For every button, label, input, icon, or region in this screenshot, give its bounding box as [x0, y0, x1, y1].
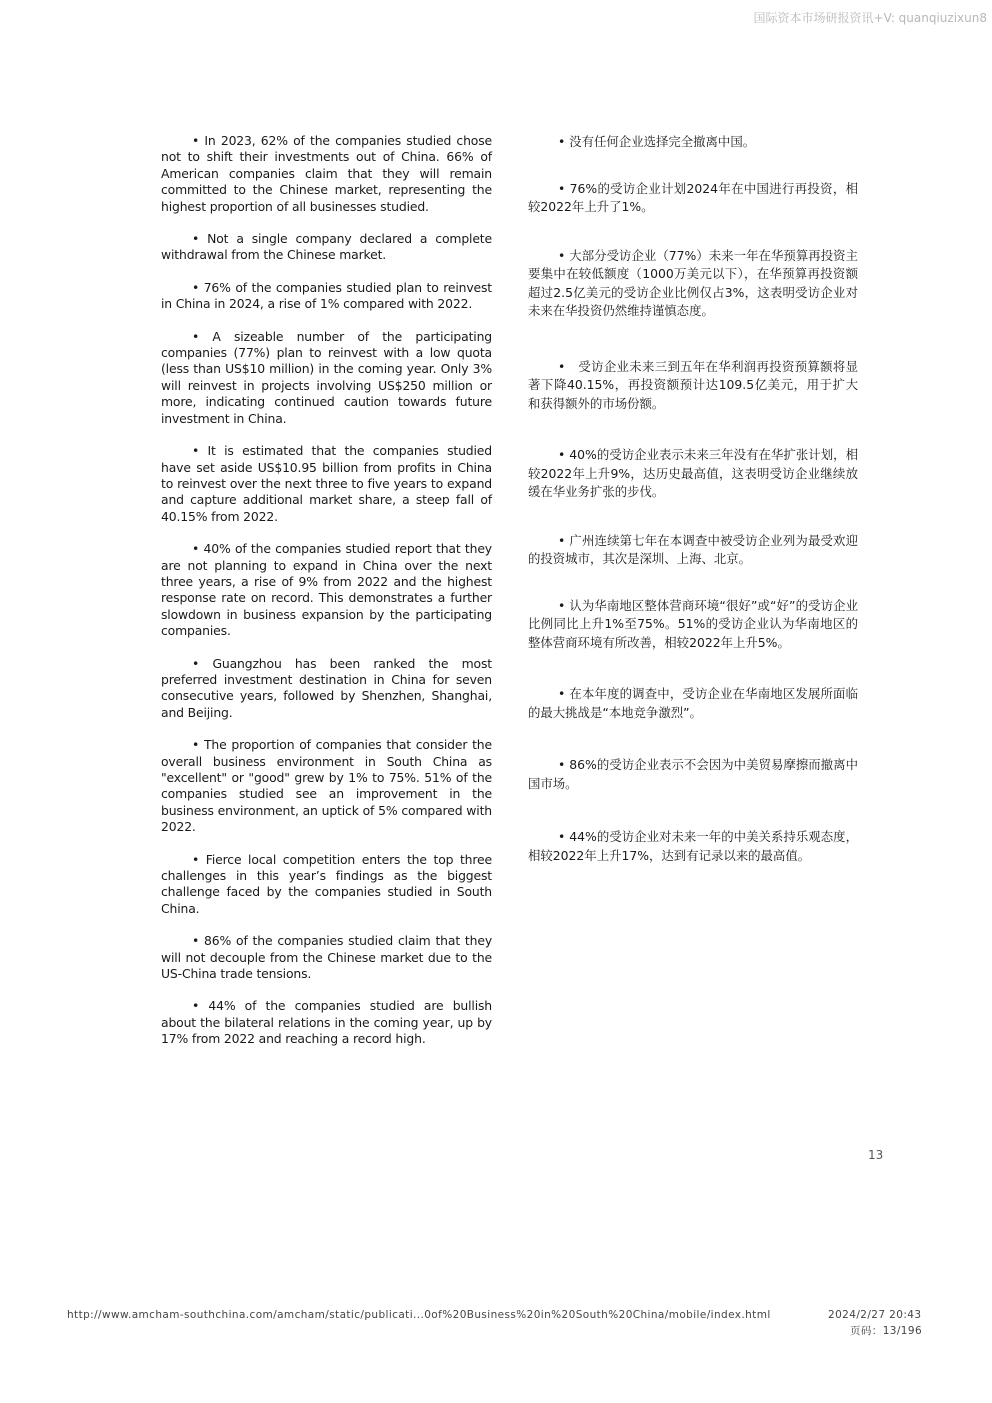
english-paragraph: • In 2023, 62% of the companies studied chose not to shift their investments out of China. 66% of American companies claim that they will remain committed to the Chinese market, representing the highest proportion of all businesses studied. [161, 133, 492, 214]
footer-datetime: 2024/2/27 20:43 [828, 1309, 922, 1321]
english-paragraph: • Not a single company declared a complete withdrawal from the Chinese market. [161, 231, 492, 263]
chinese-paragraph: • 40%的受访企业表示未来三年没有在华扩张计划，相较2022年上升9%，达历史最高值，这表明受访企业继续放缓在华业务扩张的步伐。 [528, 447, 858, 499]
english-paragraph: • Fierce local competition enters the top three challenges in this year’s findings as the biggest challenge faced by the companies studied in South China. [161, 851, 492, 916]
english-paragraph: • Guangzhou has been ranked the most preferred investment destination in China for seven consecutive years, followed by Shenzhen, Shanghai, and Beijing. [161, 655, 492, 720]
chinese-paragraph: • 76%的受访企业计划2024年在中国进行再投资，相较2022年上升了1%。 [528, 180, 858, 214]
english-paragraph: • The proportion of companies that consider the overall business environment in South China as "excellent" or "good" grew by 1% to 75%. 51% of the companies studied see an improvement in the business environment, an uptick of 5% compared with 2022. [161, 737, 492, 835]
chinese-paragraph: • 在本年度的调查中，受访企业在华南地区发展所面临的最大挑战是“本地竞争激烈”。 [528, 686, 858, 720]
english-paragraph: • A sizeable number of the participating companies (77%) plan to reinvest with a low quota (less than US$10 million) in the coming year. Only 3% will reinvest in projects involving US$250 million or more, indicating continued caution towards future investment in China. [161, 328, 492, 426]
english-paragraph: • It is estimated that the companies studied have set aside US$10.95 billion from profits in China to reinvest over the next three to five years to expand and capture additional market share, a steep fall of 40.15% from 2022. [161, 443, 492, 524]
english-paragraph: • 44% of the companies studied are bullish about the bilateral relations in the coming year, up by 17% from 2022 and reaching a record high. [161, 998, 492, 1047]
chinese-paragraph: • 广州连续第七年在本调查中被受访企业列为最受欢迎的投资城市，其次是深圳、上海、北京。 [528, 532, 858, 566]
chinese-column [528, 133, 858, 865]
english-paragraph: • 40% of the companies studied report that they are not planning to expand in China over the next three years, a rise of 9% from 2022 and the highest response rate on record. This demonstrates a further slowdown in business expansion by the participating companies. [161, 541, 492, 639]
watermark-text: 国际资本市场研报资讯+V: quanqiuzixun8 [753, 11, 987, 25]
footer-url: http://www.amcham-southchina.com/amcham/static/publicati...0of%20Business%20in%20South%20China/mobile/index.html [67, 1309, 771, 1321]
english-paragraph: • 76% of the companies studied plan to reinvest in China in 2024, a rise of 1% compared with 2022. [161, 279, 492, 312]
english-paragraph: • 86% of the companies studied claim that they will not decouple from the Chinese market due to the US-China trade tensions. [161, 933, 492, 982]
footer-page-count: 页码：13/196 [850, 1325, 923, 1337]
chinese-paragraph: • 44%的受访企业对未来一年的中美关系持乐观态度，相较2022年上升17%，达到有记录以来的最高值。 [528, 829, 858, 863]
chinese-paragraph: • 受访企业未来三到五年在华利润再投资预算额将显著下降40.15%，再投资额预计达109.5亿美元，用于扩大和获得额外的市场份额。 [528, 358, 858, 411]
chinese-paragraph: • 认为华南地区整体营商环境“很好”或“好”的受访企业比例同比上升1%至75%。51%的受访企业认为华南地区的整体营商环境有所改善，相较2022年上升5%。 [528, 597, 858, 650]
english-column [161, 133, 492, 1064]
chinese-paragraph: • 没有任何企业选择完全撤离中国。 [558, 134, 756, 149]
page-number: 13 [868, 1148, 884, 1162]
chinese-paragraph: • 86%的受访企业表示不会因为中美贸易摩擦而撤离中国市场。 [528, 757, 858, 791]
chinese-paragraph: • 大部分受访企业（77%）未来一年在华预算再投资主要集中在较低额度（1000万美元以下），在华预算再投资额超过2.5亿美元的受访企业比例仅占3%，这表明受访企业对未来在华投资仍然维持谨慎态度。 [528, 247, 858, 318]
